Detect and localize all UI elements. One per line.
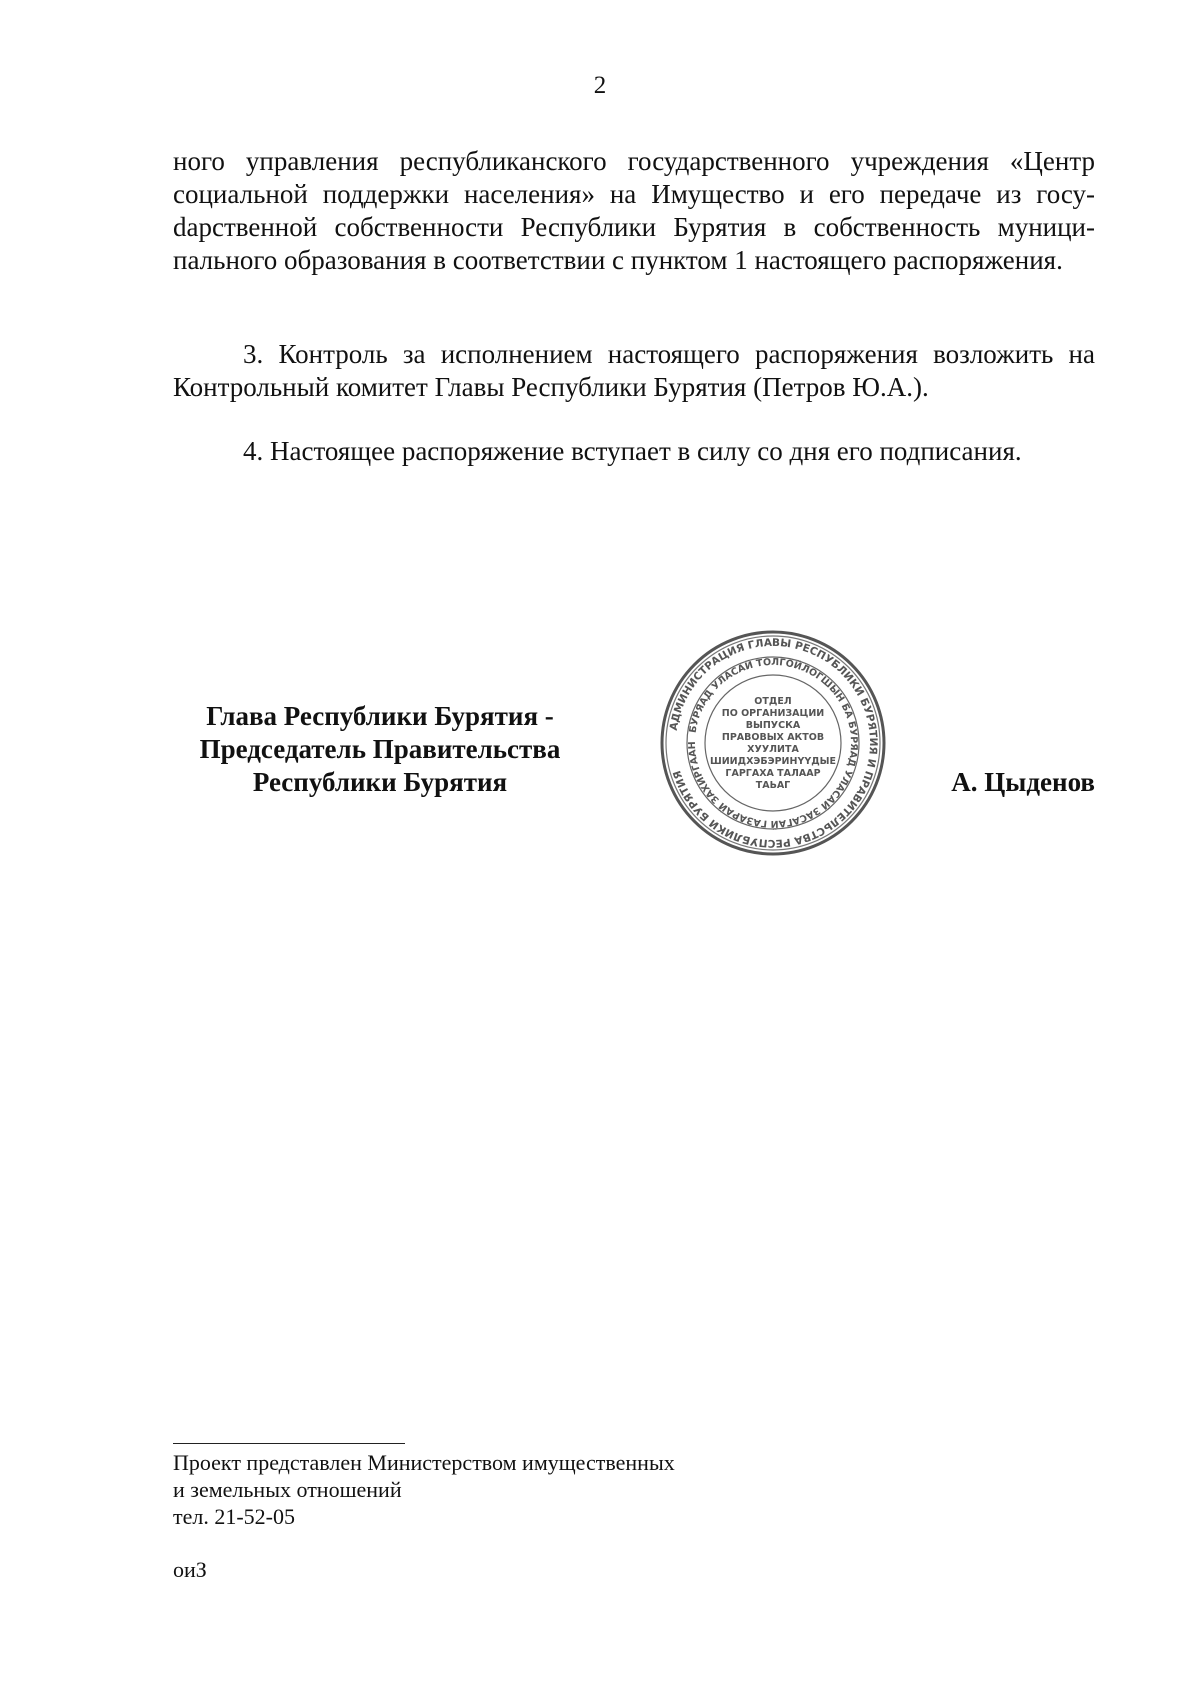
seal-center-line: ПРАВОВЫХ АКТОВ xyxy=(721,732,825,743)
seal-center-line: ГАРГАХА ТАЛААР xyxy=(725,768,821,779)
paragraph-continuation: ного управления республиканского государственного учреждения «Центр социальной поддержки населения» на Имущество и его передаче из госуdарственной собственности Республики Бурятия в собственность муниципального образования в соответствии с пунктом 1 настоящего распоряжения. xyxy=(173,146,1095,275)
footnote-divider xyxy=(173,1443,405,1444)
seal-center-line: ШИИДХЭБЭРИНҮҮДЫЕ xyxy=(709,756,837,767)
footnote-phone: тел. 21-52-05 xyxy=(173,1504,296,1529)
signer-name: А. Цыденов xyxy=(951,767,1095,797)
seal-center-line: ХУУЛИТА xyxy=(747,744,799,755)
page-number: 2 xyxy=(593,72,607,99)
seal-center-line: ВЫПУСКА xyxy=(745,720,801,731)
seal-center-text xyxy=(710,696,836,791)
seal-graphic xyxy=(658,628,888,858)
seal-center-line: ОТДЕЛ xyxy=(754,696,792,707)
document-code: оиЗ xyxy=(173,1557,207,1582)
signer-title-line-3: Республики Бурятия xyxy=(252,767,508,797)
signer-title-line-2: Председатель Правительства xyxy=(199,734,561,764)
footnote xyxy=(173,1449,873,1530)
seal-outer-text: АДМИНИСТРАЦИЯ ГЛАВЫ РЕСПУБЛИКИ БУРЯТИЯ И ПРАВИТЕЛЬСТВА РЕСПУБЛИКИ БУРЯТИЯ xyxy=(667,636,880,850)
official-seal xyxy=(658,628,888,858)
seal-inner-text: БУРЯАД УЛАСАЙ ТОЛГОЙЛОГШЫН БА БУРЯАД УЛАСАЙ ЗАСАГАЙ ГАЗАРАЙ ЗАХИРГААН xyxy=(686,656,860,830)
paragraph-item-4: 4. Настоящее распоряжение вступает в силу со дня его подписания. xyxy=(243,436,1022,466)
footnote-line-2: и земельных отношений xyxy=(173,1477,402,1502)
seal-center-line: ПО ОРГАНИЗАЦИИ xyxy=(721,708,825,719)
paragraph-item-3: 3. Контроль за исполнением настоящего распоряжения возложить на Контрольный комитет Главы Республики Бурятия (Петров Ю.А.). xyxy=(173,339,1095,402)
footnote-line-1: Проект представлен Министерством имущественных xyxy=(173,1450,675,1475)
signer-title-line-1: Глава Республики Бурятия - xyxy=(206,701,554,731)
seal-center-line: ТАЬАГ xyxy=(755,780,791,791)
signer-title xyxy=(160,700,600,799)
